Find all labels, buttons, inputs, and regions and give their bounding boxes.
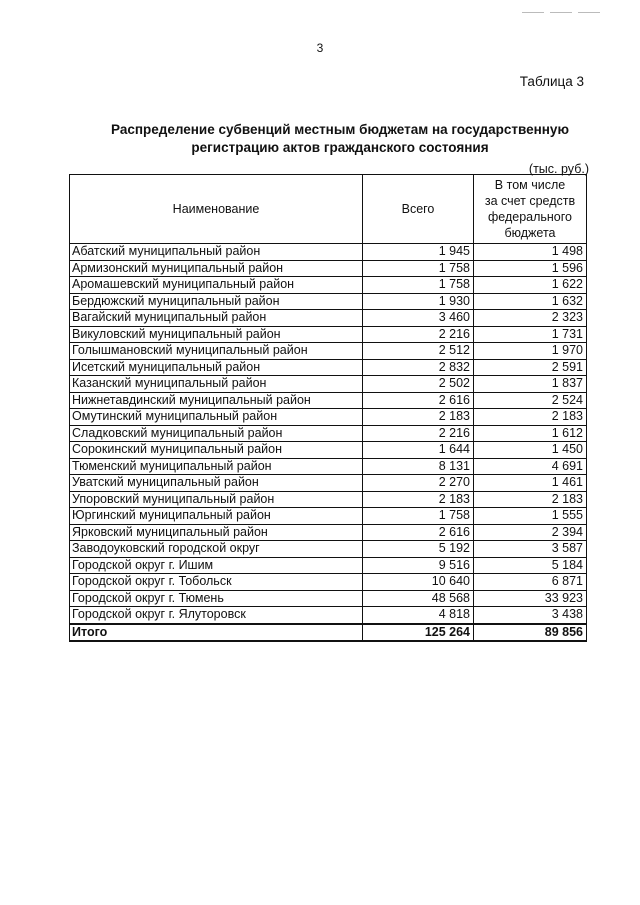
table-row <box>70 277 587 294</box>
header-total: Всего <box>363 175 474 244</box>
row-federal: 6 871 <box>474 574 587 591</box>
table-row <box>70 458 587 475</box>
row-federal: 2 524 <box>474 392 587 409</box>
row-total: 9 516 <box>363 557 474 574</box>
title-line-1: Распределение субвенций местным бюджетам на государственную <box>111 122 569 137</box>
table-body <box>70 244 587 642</box>
row-name: Юргинский муниципальный район <box>70 508 363 525</box>
table-row <box>70 293 587 310</box>
row-name: Викуловский муниципальный район <box>70 326 363 343</box>
row-total: 1 758 <box>363 277 474 294</box>
table-row <box>70 524 587 541</box>
row-federal: 2 183 <box>474 491 587 508</box>
row-total: 48 568 <box>363 590 474 607</box>
row-federal: 1 612 <box>474 425 587 442</box>
title-line-2: регистрацию актов гражданского состояния <box>191 140 489 155</box>
row-name: Упоровский муниципальный район <box>70 491 363 508</box>
row-total: 2 502 <box>363 376 474 393</box>
row-name: Сорокинский муниципальный район <box>70 442 363 459</box>
row-federal: 1 498 <box>474 244 587 261</box>
row-federal: 3 587 <box>474 541 587 558</box>
row-federal: 3 438 <box>474 607 587 624</box>
row-total: 2 216 <box>363 326 474 343</box>
header-federal-line-2: за счет средств <box>484 194 576 208</box>
row-name: Сладковский муниципальный район <box>70 425 363 442</box>
table-row <box>70 310 587 327</box>
total-row <box>70 624 587 642</box>
row-total: 2 512 <box>363 343 474 360</box>
table-row <box>70 326 587 343</box>
row-name: Армизонский муниципальный район <box>70 260 363 277</box>
row-total: 8 131 <box>363 458 474 475</box>
table-row <box>70 359 587 376</box>
row-total: 2 183 <box>363 409 474 426</box>
table-row <box>70 590 587 607</box>
header-federal-line-3: федерального <box>487 210 572 224</box>
subventions-table <box>69 174 587 642</box>
row-name: Заводоуковский городской округ <box>70 541 363 558</box>
row-federal: 33 923 <box>474 590 587 607</box>
row-name: Городской округ г. Ишим <box>70 557 363 574</box>
row-total: 1 758 <box>363 508 474 525</box>
row-federal: 1 596 <box>474 260 587 277</box>
table-row <box>70 508 587 525</box>
table-row <box>70 376 587 393</box>
row-total: 2 616 <box>363 392 474 409</box>
header-federal-line-4: бюджета <box>504 226 556 240</box>
total-label: Итого <box>70 624 363 642</box>
row-federal: 1 461 <box>474 475 587 492</box>
row-federal: 1 555 <box>474 508 587 525</box>
table-row <box>70 244 587 261</box>
row-total: 2 832 <box>363 359 474 376</box>
row-federal: 1 622 <box>474 277 587 294</box>
row-name: Омутинский муниципальный район <box>70 409 363 426</box>
row-total: 2 616 <box>363 524 474 541</box>
row-federal: 1 837 <box>474 376 587 393</box>
row-name: Городской округ г. Тобольск <box>70 574 363 591</box>
row-total: 4 818 <box>363 607 474 624</box>
row-federal: 2 591 <box>474 359 587 376</box>
row-federal: 1 731 <box>474 326 587 343</box>
row-name: Городской округ г. Тюмень <box>70 590 363 607</box>
table-row <box>70 425 587 442</box>
row-name: Тюменский муниципальный район <box>70 458 363 475</box>
row-federal: 2 183 <box>474 409 587 426</box>
row-name: Нижнетавдинский муниципальный район <box>70 392 363 409</box>
row-total: 1 758 <box>363 260 474 277</box>
row-name: Абатский муниципальный район <box>70 244 363 261</box>
table-row <box>70 343 587 360</box>
row-total: 1 945 <box>363 244 474 261</box>
row-federal: 1 632 <box>474 293 587 310</box>
table-row <box>70 442 587 459</box>
total-federal: 89 856 <box>474 624 587 642</box>
row-total: 1 930 <box>363 293 474 310</box>
row-total: 2 270 <box>363 475 474 492</box>
row-name: Казанский муниципальный район <box>70 376 363 393</box>
units-label: (тыс. руб.) <box>528 162 589 176</box>
row-name: Бердюжский муниципальный район <box>70 293 363 310</box>
row-total: 10 640 <box>363 574 474 591</box>
header-federal-line-1: В том числе <box>494 178 566 192</box>
table-row <box>70 491 587 508</box>
document-title <box>60 121 620 157</box>
row-total: 3 460 <box>363 310 474 327</box>
row-federal: 5 184 <box>474 557 587 574</box>
row-name: Ярковский муниципальный район <box>70 524 363 541</box>
row-federal: 1 450 <box>474 442 587 459</box>
row-name: Голышмановский муниципальный район <box>70 343 363 360</box>
table-row <box>70 574 587 591</box>
table-row <box>70 557 587 574</box>
table-row <box>70 475 587 492</box>
table-label: Таблица 3 <box>519 74 584 89</box>
row-federal: 2 394 <box>474 524 587 541</box>
row-federal: 1 970 <box>474 343 587 360</box>
row-name: Вагайский муниципальный район <box>70 310 363 327</box>
row-federal: 2 323 <box>474 310 587 327</box>
table-row <box>70 409 587 426</box>
total-sum: 125 264 <box>363 624 474 642</box>
row-name: Городской округ г. Ялуторовск <box>70 607 363 624</box>
header-federal <box>474 175 587 244</box>
table-header-row <box>70 175 587 244</box>
page-number: 3 <box>316 41 324 55</box>
table-row <box>70 607 587 624</box>
row-total: 1 644 <box>363 442 474 459</box>
row-total: 2 183 <box>363 491 474 508</box>
table-row <box>70 260 587 277</box>
row-federal: 4 691 <box>474 458 587 475</box>
table-row <box>70 541 587 558</box>
table-row <box>70 392 587 409</box>
row-name: Уватский муниципальный район <box>70 475 363 492</box>
row-total: 2 216 <box>363 425 474 442</box>
scan-edge-marks <box>516 0 626 2</box>
row-total: 5 192 <box>363 541 474 558</box>
row-name: Аромашевский муниципальный район <box>70 277 363 294</box>
row-name: Исетский муниципальный район <box>70 359 363 376</box>
header-name: Наименование <box>70 175 363 244</box>
